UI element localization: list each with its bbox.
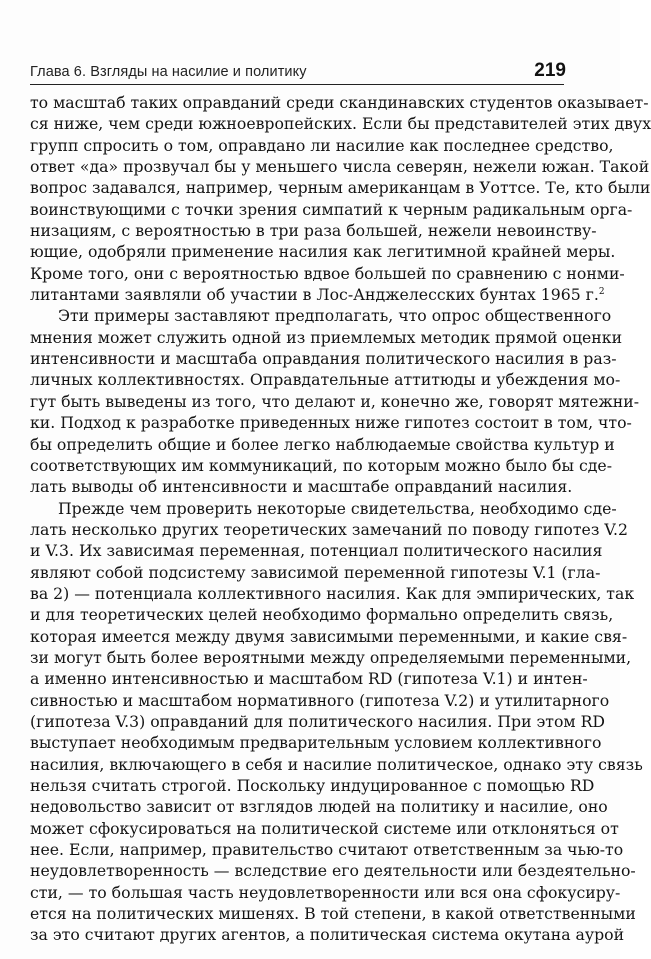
text-line: ответ «да» прозвучал бы у меньшего числа северян, нежели южан. Такой: [30, 157, 650, 177]
text-line: интенсивности и масштаба оправдания политического насилия в раз-: [30, 349, 617, 369]
text-line: ется на политических мишенях. В той степени, в какой ответственными: [30, 904, 636, 924]
text-line: лать выводы об интенсивности и масштабе оправданий насилия.: [30, 477, 573, 497]
footnote-marker: 2: [598, 287, 605, 298]
text-line: а именно интенсивностью и масштабом RD (гипотеза V.1) и интен-: [30, 669, 588, 689]
body-text: [30, 92, 651, 946]
text-line: недовольство зависит от взглядов людей на политику и насилие, оно: [30, 797, 608, 817]
text-line-content: литантами заявляли об участии в Лос-Анджелесских бунтах 1965 г.: [30, 285, 599, 305]
text-line: являют собой подсистему зависимой переменной гипотезы V.1 (гла-: [30, 562, 601, 582]
running-head: Глава 6. Взгляды на насилие и политику: [30, 64, 307, 80]
text-line: (гипотеза V.3) оправданий для политического насилия. При этом RD: [30, 711, 606, 731]
text-line: низациям, с вероятностью в три раза большей, нежели невоинству-: [30, 221, 597, 241]
text-line: [30, 284, 605, 305]
text-line: ющие, одобряли применение насилия как легитимной крайней меры.: [30, 242, 616, 262]
text-line: Эти примеры заставляют предполагать, что опрос общественного: [58, 306, 612, 326]
text-line: вопрос задавался, например, черным американцам в Уоттсе. Те, кто были: [30, 178, 651, 198]
text-line: воинствующими с точки зрения симпатий к черным радикальным орга-: [30, 199, 633, 219]
text-line: сивностью и масштабом нормативного (гипотеза V.2) и утилитарного: [30, 690, 610, 710]
text-line: и для теоретических целей необходимо формально определить связь,: [30, 605, 614, 625]
text-line: сти, — то большая часть неудовлетворенности или вся она сфокусиру-: [30, 882, 621, 902]
text-line: мнения может служить одной из приемлемых методик прямой оценки: [30, 327, 623, 347]
text-line: и V.3. Их зависимая переменная, потенциал политического насилия: [30, 541, 603, 561]
text-line: то масштаб таких оправданий среди скандинавских студентов оказывает-: [30, 93, 649, 112]
text-line: за это считают других агентов, а политическая система окутана аурой: [30, 925, 625, 945]
text-line: нельзя считать строгой. Поскольку индуцированное с помощью RD: [30, 776, 595, 795]
text-line: нее. Если, например, правительство считают ответственным за чью-то: [30, 840, 624, 860]
text-line: зи могут быть более вероятными между определяемыми переменными,: [30, 647, 632, 667]
page-number: 219: [520, 60, 566, 82]
text-line: групп спросить о том, оправдано ли насилие как последнее средство,: [30, 135, 614, 155]
text-line: личных коллективностях. Оправдательные аттитюды и убеждения мо-: [30, 370, 621, 390]
text-line: выступает необходимым предварительным условием коллективного: [30, 733, 602, 753]
text-line: соответствующих им коммуникаций, по которым можно было бы сде-: [30, 455, 612, 475]
text-line: Прежде чем проверить некоторые свидетельства, необходимо сде-: [58, 498, 617, 518]
page-header: [30, 56, 564, 85]
text-line: ся ниже, чем среди южноевропейских. Если бы представителей этих двух: [30, 114, 651, 134]
text-line: неудовлетворенность — вследствие его деятельности или бездеятельно-: [30, 861, 636, 881]
text-line: ва 2) — потенциала коллективного насилия. Как для эмпирических, так: [30, 583, 635, 603]
text-line: Кроме того, они с вероятностью вдвое большей по сравнению с нонми-: [30, 263, 625, 283]
text-line: лать несколько других теоретических замечаний по поводу гипотез V.2: [30, 519, 628, 539]
text-line: ки. Подход к разработке приведенных ниже гипотез состоит в том, что-: [30, 413, 632, 433]
text-line: гут быть выведены из того, что делают и, конечно же, говорят мятежни-: [30, 391, 639, 411]
text-line: бы определить общие и более легко наблюдаемые свойства культур и: [30, 434, 615, 454]
text-line: насилия, включающего в себя и насилие политическое, однако эту связь: [30, 754, 643, 774]
text-line: которая имеется между двумя зависимыми переменными, и какие свя-: [30, 626, 628, 646]
text-line: может сфокусироваться на политической системе или отклоняться от: [30, 818, 619, 838]
